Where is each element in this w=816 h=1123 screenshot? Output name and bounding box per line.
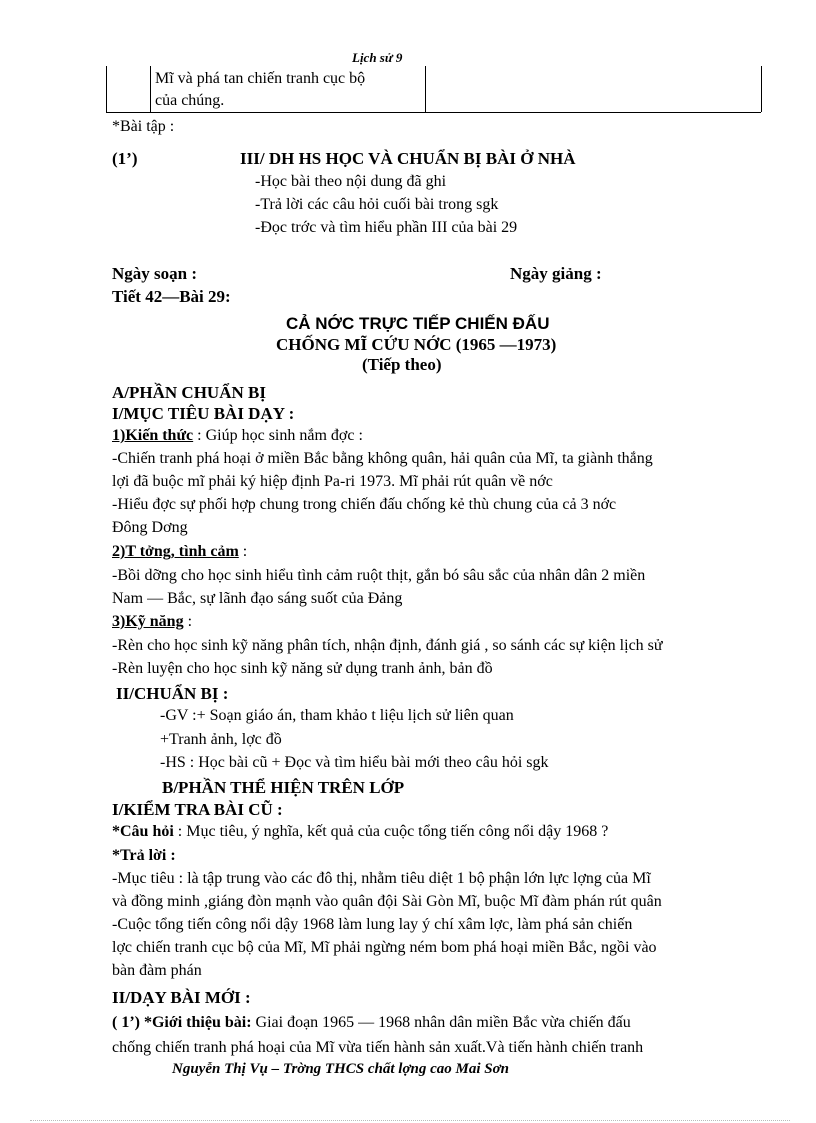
- attitude-intro: :: [238, 543, 248, 560]
- part-a-heading: A/PHẦN CHUẨN BỊ: [112, 383, 266, 402]
- intro-line: chống chiến tranh phá hoại của Mĩ vừa tiến hành sản xuất.Và tiến hành chiến tranh: [112, 1039, 644, 1056]
- page-bottom-divider: [30, 1120, 790, 1121]
- answer-label: *Trả lời :: [112, 847, 176, 864]
- skills-label: 3)Kỹ năng: [112, 613, 184, 630]
- teach-date-label: Ngày giảng :: [510, 264, 602, 283]
- homework-item: -Học bài theo nội dung đã ghi: [255, 173, 447, 190]
- lesson-title-line2: CHỐNG MĨ CỨU NỚC (1965 —1973): [276, 335, 557, 354]
- skills-line: -Rèn luyện cho học sinh kỹ năng sử dụng tranh ảnh, bản đồ: [112, 660, 493, 677]
- exercise-label: *Bài tập :: [112, 118, 175, 135]
- answer-line: -Cuộc tổng tiến công nổi dậy 1968 làm lung lay ý chí xâm lợc, làm phá sản chiến: [112, 916, 633, 933]
- lesson-title-line1: CẢ NỚC TRỰC TIẾP CHIẾN ĐẤU: [286, 314, 550, 333]
- prep-date-label: Ngày soạn :: [112, 264, 198, 283]
- homework-time: (1’): [112, 149, 138, 168]
- prep-item: +Tranh ảnh, lợc đồ: [160, 731, 282, 748]
- table-cell-line: của chúng.: [155, 92, 225, 109]
- question-text: : Mục tiêu, ý nghĩa, kết quả của cuộc tổng tiến công nổi dậy 1968 ?: [173, 823, 609, 840]
- skills-row: [112, 611, 192, 633]
- attitude-line: Nam — Bắc, sự lãnh đạo sáng suốt của Đảng: [112, 590, 403, 607]
- intro-row: [112, 1012, 631, 1034]
- answer-line: lợc chiến tranh cục bộ của Mĩ, Mĩ phải ngừng ném bom phá hoại miền Bắc, ngồi vào: [112, 939, 657, 956]
- prep-item: -HS : Học bài cũ + Đọc và tìm hiểu bài mới theo câu hỏi sgk: [160, 754, 549, 771]
- skills-line: -Rèn cho học sinh kỹ năng phân tích, nhận định, đánh giá , so sánh các sự kiện lịch sử: [112, 637, 663, 654]
- intro-label: *Giới thiệu bài:: [139, 1014, 252, 1031]
- prep-item: -GV :+ Soạn giáo án, tham khảo t liệu lịch sử liên quan: [160, 707, 514, 724]
- table-border-bottom: [106, 112, 761, 113]
- table-cell-line: Mĩ và phá tan chiến tranh cục bộ: [155, 70, 366, 87]
- intro-text: Giai đoạn 1965 — 1968 nhân dân miền Bắc vừa chiến đấu: [251, 1014, 631, 1031]
- answer-line: và đồng minh ,giáng đòn mạnh vào quân đội Sài Gòn Mĩ, buộc Mĩ đàm phán rút quân: [112, 893, 662, 910]
- attitude-label: 2)T tởng, tình cảm: [112, 543, 239, 560]
- part-b-heading: B/PHẦN THỂ HIỆN TRÊN LỚP: [162, 778, 405, 797]
- knowledge-intro: : Giúp học sinh nắm đợc :: [193, 427, 363, 444]
- knowledge-line: Đông Dơng: [112, 519, 188, 536]
- knowledge-line: -Hiểu đợc sự phối hợp chung trong chiến đấu chống kẻ thù chung của cả 3 nớc: [112, 496, 617, 513]
- page-footer: Nguyễn Thị Vụ – Trờng THCS chất lợng cao Mai Sơn: [172, 1061, 509, 1077]
- knowledge-row: [112, 425, 363, 447]
- table-border-left: [106, 66, 107, 112]
- question-row: [112, 821, 608, 843]
- lesson-number: Tiết 42—Bài 29:: [112, 287, 231, 306]
- knowledge-label: 1)Kiến thức: [112, 427, 194, 444]
- new-lesson-heading: II/DẠY BÀI MỚI :: [112, 988, 251, 1007]
- intro-time: ( 1’): [112, 1014, 140, 1031]
- table-border-col2: [425, 66, 426, 112]
- review-heading: I/KIỂM TRA BÀI CŨ :: [112, 800, 283, 819]
- objectives-heading: I/MỤC TIÊU BÀI DẠY :: [112, 404, 295, 423]
- attitude-row: [112, 541, 247, 563]
- homework-item: -Đọc trớc và tìm hiểu phần III của bài 29: [255, 219, 518, 236]
- homework-item: -Trả lời các câu hỏi cuối bài trong sgk: [255, 196, 499, 213]
- skills-intro: :: [183, 613, 193, 630]
- knowledge-line: lợi đã buộc mĩ phải ký hiệp định Pa-ri 1973. Mĩ phải rút quân về nớc: [112, 473, 553, 490]
- page-header: Lịch sử 9: [352, 50, 403, 65]
- lesson-title-line3: (Tiếp theo): [362, 355, 442, 374]
- question-label: *Câu hỏi: [112, 823, 174, 840]
- prep-heading: II/CHUẨN BỊ :: [116, 684, 229, 703]
- answer-line: -Mục tiêu : là tập trung vào các đô thị, nhằm tiêu diệt 1 bộ phận lớn lực lợng của Mĩ: [112, 870, 651, 887]
- table-border-right: [761, 66, 762, 112]
- homework-heading: III/ DH HS HỌC VÀ CHUẨN BỊ BÀI Ở NHÀ: [240, 149, 576, 168]
- answer-line: bàn đàm phán: [112, 962, 202, 979]
- attitude-line: -Bồi dỡng cho học sinh hiểu tình cảm ruột thịt, gắn bó sâu sắc của nhân dân 2 miền: [112, 567, 646, 584]
- table-border-col1: [150, 66, 151, 112]
- knowledge-line: -Chiến tranh phá hoại ở miền Bắc bằng không quân, hải quân của Mĩ, ta giành thắng: [112, 450, 653, 467]
